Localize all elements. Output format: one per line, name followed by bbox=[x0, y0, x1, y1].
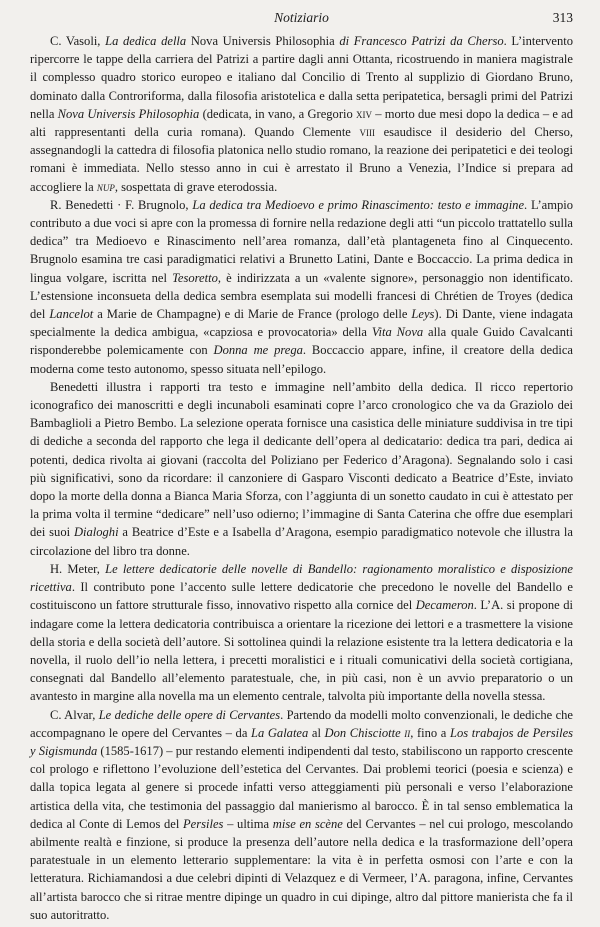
work-title: Persiles bbox=[183, 816, 224, 831]
title-run: di Francesco Patrizi da Cherso bbox=[334, 34, 504, 48]
roman-numeral: ii bbox=[400, 725, 411, 740]
text-run: , è indirizzata a un «valente signore», personaggio non identificato. L’estensione inconsueta della dedica sembra esemplata sui modelli francesi di Chrétien de Troyes (dedica del bbox=[30, 270, 573, 322]
work-title: Don Chisciotte bbox=[324, 725, 401, 740]
title-run: La dedica della bbox=[105, 34, 191, 48]
work-title: Vita Nova bbox=[371, 325, 424, 340]
text-run: al bbox=[308, 725, 325, 740]
text-run: , sospettata di grave eterodossia. bbox=[114, 179, 278, 194]
abbreviation: nup bbox=[96, 179, 115, 194]
roman-numeral: viii bbox=[359, 125, 375, 140]
text-run: – ultima bbox=[223, 816, 273, 831]
text-run: a Marie de Champagne) e di Marie de France (prologo delle bbox=[93, 307, 412, 322]
foreign-phrase: mise en scène bbox=[272, 816, 343, 831]
work-title: Dialoghi bbox=[73, 525, 119, 540]
title-run: Le dediche delle opere di Cervantes bbox=[98, 707, 281, 722]
text-run: R. Benedetti · F. Brugnolo, bbox=[50, 197, 193, 212]
running-title: Notiziario bbox=[274, 10, 329, 25]
text-run: . L’intervento ripercorre le tappe della carriera del Patrizi a partire dagli anni Ottanta, ricostruendo in maniera magistrale il complesso quadro storico europeo e italiano dal Concilio di Trento al supplizio di Giordano Bruno, dominato dalla Controriforma, dalla filosofia aristotelica e dalla setta peripatetica, bersagli primi del Patrizi nella bbox=[30, 34, 573, 121]
work-title: Nova Universis Philosophia bbox=[57, 106, 200, 121]
text-run: C. Alvar, bbox=[50, 707, 99, 722]
paragraph-vasoli bbox=[30, 32, 573, 196]
text-run: C. Vasoli, bbox=[50, 34, 106, 48]
paragraph-alvar bbox=[30, 706, 573, 924]
work-title: Los trabajos de Persiles y Sigismunda bbox=[30, 725, 574, 758]
paragraph-benedetti bbox=[30, 378, 573, 560]
text-run: . L’A. si propone di indagare come la lettera dedicatoria contribuisca a orientare la ricezione dei lettori e a trasmettere la visione della storia e della società dell’autore. Si sottolinea quindi la relazione esistente tra la lettera dedicatoria e la novella, il ruolo dell’io nella lettera, i precetti moralistici e i rituali comunicativi della società cortigiana, consegnati dal Bandello all’elemento paratestuale, che, in più casi, non è un avvio preparatorio o un avantesto in margine alla novella ma un elemento centrale, talvolta più importante della novella stessa. bbox=[30, 598, 573, 704]
article-body bbox=[30, 32, 573, 924]
text-run: . Partendo da modelli molto convenzionali, le dediche che accompagnano le opere del Cervantes – da bbox=[30, 707, 573, 740]
text-run: – morto due mesi dopo la dedica – e ad alti rappresentanti della curia romana). Quando Clemente bbox=[30, 106, 574, 140]
text-run: H. Meter, bbox=[50, 561, 106, 576]
text-run: Benedetti illustra i rapporti tra testo e immagine nell’ambito della dedica. Il ricco repertorio iconografico dei manoscritti e degli incunaboli esaminati copre l’arco cronologico che va da Graziolo dei Bambaglioli a Pietro Bembo. La selezione operata fornisce una casistica delle miniature suddivisa in tre tipi di dediche a seconda del rapporto che lega il dedicante dell’opera al dedicatario: dedica tra pari, dedica ai potenti, dedica rivolta ai giovani (raccolta del Poliziano per Federico d’Aragona). Segnalando solo i casi più significativi, sono da ricordare: il canzoniere di Gasparo Visconti dedicato a Beatrice d’Este, inviato dopo la morte della donna a Bianca Maria Sforza, con l’aggiunta di un sonetto caudato in cui è attestato per la prima volta il termine “dedicare” nell’uso odierno; l’immagine di Santa Caterina che offre due esemplari dei suoi bbox=[30, 379, 573, 540]
work-title: Donna me prega bbox=[213, 343, 303, 358]
roman-numeral: xiv bbox=[356, 106, 373, 121]
work-title: Nova Universis Philosophia bbox=[190, 34, 335, 48]
paragraph-benedetti-brugnolo bbox=[30, 196, 573, 378]
text-run: (1585-1617) – pur restando elementi indipendenti dal testo, stabiliscono un rapporto crescente col prologo e riflettono l’evoluzione dell’estetica del Cervantes. Dai problemi teorici (poesia e scienza) e dalla topica legata al genere si procede infatti verso atteggiamenti più personali e verso l’elaborazione artistica della vita, che testimonia del passaggio dal manierismo al barocco. È in tal senso emblematica la dedica al Conte di Lemos del bbox=[30, 743, 574, 831]
text-run: del Cervantes – nel cui prologo, mescolando abilmente realtà e finzione, si produce la presenza dell’autore nella dedica e la trasformazione dell’opera paratestuale in un elemento letterario supplementare: la vita è in perfetta osmosi con l’arte e con la letteratura. Richiamandosi a due celebri dipinti di Velazquez e di Vermeer, l’A. paragona, infine, Cervantes all’artista barocco che si ritrae mentre dipinge un quadro in cui dipinge, altro dal pittore manierista che fa il suo autoritratto. bbox=[30, 816, 574, 922]
work-title: Leys bbox=[411, 307, 435, 322]
work-title: Decameron bbox=[415, 598, 474, 613]
text-run: ). Di Dante, viene indagata specialmente la dedica ambigua, «capziosa e provocatoria» della bbox=[30, 307, 573, 340]
page-number: 313 bbox=[552, 10, 573, 25]
text-run: alla quale Guido Cavalcanti risponderebbe polemicamente con bbox=[30, 325, 574, 358]
title-run: Le lettere dedicatorie delle novelle di Bandello: ragionamento moralistico e disposizione ricettiva bbox=[30, 561, 573, 595]
text-run: a Beatrice d’Este e a Isabella d’Aragona, esempio paradigmatico notevole che illustra la circolazione del libro tra donne. bbox=[30, 525, 573, 558]
work-title: La Galatea bbox=[251, 725, 309, 740]
text-run: . L’ampio contributo a due voci si apre con la promessa di fornire nella redazione degli atti “un piccolo trattatello sulla dedica” tra Medioevo e Rinascimento nell’area romanza, dall’età plantageneta fino al Cinquecento. Brugnolo esamina tre casi paradigmatici relativi a Brunetto Latini, Dante e Boccaccio. La prima dedica in lingua volgare, iscritta nel bbox=[30, 197, 574, 285]
work-title: Lancelot bbox=[49, 307, 94, 322]
text-run: , fino a bbox=[410, 725, 450, 740]
work-title: Tesoretto bbox=[172, 270, 218, 285]
text-run: esaudisce il desiderio del Cherso, assegnandogli la cattedra di filosofia platonica nello studio romano, la reazione dei peripatetici e dei teologi romani è immediata. Nello stesso anno in cui è arrestato il Bruno a Venezia, l’Indice si prepara ad accogliere la bbox=[30, 125, 573, 194]
text-run: . Boccaccio appare, infine, il creatore della dedica moderna come testo autonomo, spesso situata nell’epilogo. bbox=[30, 343, 573, 376]
page-header bbox=[30, 6, 573, 32]
title-run: La dedica tra Medioevo e primo Rinascimento: testo e immagine bbox=[192, 197, 525, 212]
text-run: . Il contributo pone l’accento sulle lettere dedicatorie che precedono le novelle del Bandello e costituiscono un fattore strutturale fisso, innovativo rispetto alla cornice del bbox=[30, 580, 573, 613]
text-run: (dedicata, in vano, a Gregorio bbox=[199, 106, 357, 121]
paragraph-meter bbox=[30, 560, 573, 706]
